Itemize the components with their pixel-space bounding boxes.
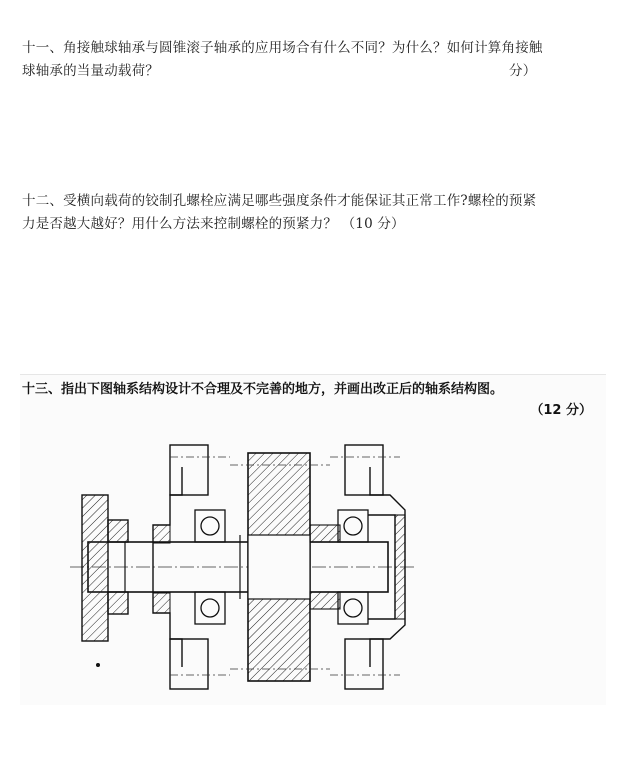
question-11-line-2: 球轴承的当量动载荷？ — [22, 63, 159, 79]
question-13-score: （12 分） — [530, 403, 592, 418]
scan-mark — [96, 663, 100, 667]
question-13-scan — [20, 374, 606, 705]
question-12-line-2: 力是否越大越好？用什么方法来控制螺栓的预紧力？ （10 分） — [22, 216, 405, 232]
spacer-sleeve — [310, 525, 340, 542]
shaft-assembly-drawing — [20, 375, 606, 705]
question-12-line-1: 十二、受横向载荷的铰制孔螺栓应满足哪些强度条件才能保证其正常工作?螺栓的预紧 — [22, 193, 537, 209]
question-11-line-1: 十一、角接触球轴承与圆锥滚子轴承的应用场合有什么不同？为什么？如何计算角接触 — [22, 40, 543, 56]
question-11-score: 分） — [509, 63, 537, 79]
left-coupling — [82, 495, 128, 641]
question-13-title: 十三、指出下图轴系结构设计不合理及不完善的地方，并画出改正后的轴系结构图。 — [22, 382, 504, 397]
